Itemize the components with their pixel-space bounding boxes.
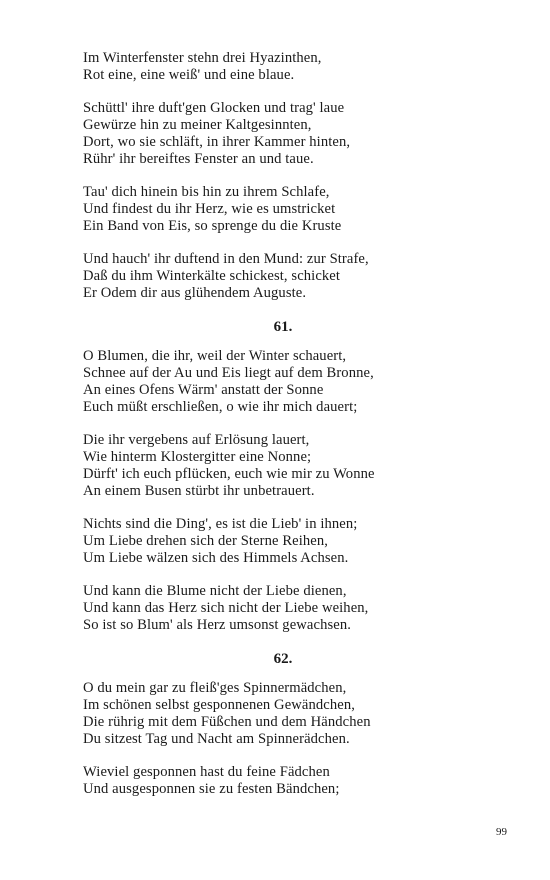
- verse-line: Dürft' ich euch pflücken, euch wie mir zu Wonne: [83, 466, 375, 482]
- verse-line: Du sitzest Tag und Nacht am Spinnerädchen.: [83, 731, 350, 747]
- verse-line: Die rührig mit dem Füßchen und dem Händchen: [83, 714, 371, 730]
- verse-line: Tau' dich hinein bis hin zu ihrem Schlafe,: [83, 184, 330, 200]
- stanza: [83, 251, 483, 302]
- stanza: [83, 764, 483, 798]
- poem-heading: 62.: [273, 651, 293, 667]
- verse-line: Gewürze hin zu meiner Kaltgesinnten,: [83, 117, 312, 133]
- verse-line: Schüttl' ihre duft'gen Glocken und trag' laue: [83, 100, 345, 116]
- verse-line: So ist so Blum' als Herz umsonst gewachsen.: [83, 617, 351, 633]
- stanza: [83, 348, 483, 416]
- verse-line: Und findest du ihr Herz, wie es umstricket: [83, 201, 336, 217]
- verse-line: Euch müßt erschließen, o wie ihr mich dauert;: [83, 399, 358, 415]
- stanza: [83, 583, 483, 634]
- verse-line: Er Odem dir aus glühendem Auguste.: [83, 285, 307, 301]
- verse-line: Um Liebe drehen sich der Sterne Reihen,: [83, 533, 329, 549]
- poem-heading: 61.: [273, 319, 293, 335]
- verse-line: O Blumen, die ihr, weil der Winter schauert,: [83, 348, 347, 364]
- stanza: [83, 100, 483, 168]
- stanza: [83, 680, 483, 748]
- verse-line: Rot eine, eine weiß' und eine blaue.: [83, 67, 295, 83]
- stanza: [83, 184, 483, 235]
- verse-line: O du mein gar zu fleiß'ges Spinnermädchen,: [83, 680, 347, 696]
- stanza: [83, 516, 483, 567]
- verse-line: An eines Ofens Wärm' anstatt der Sonne: [83, 382, 324, 398]
- stanza: [83, 432, 483, 500]
- verse-line: Und kann die Blume nicht der Liebe dienen,: [83, 583, 347, 599]
- verse-line: Daß du ihm Winterkälte schickest, schicket: [83, 268, 341, 284]
- page-content: [83, 50, 483, 814]
- verse-line: Und kann das Herz sich nicht der Liebe weihen,: [83, 600, 369, 616]
- verse-line: Um Liebe wälzen sich des Himmels Achsen.: [83, 550, 349, 566]
- verse-line: Wieviel gesponnen hast du feine Fädchen: [83, 764, 330, 780]
- verse-line: Im schönen selbst gesponnenen Gewändchen,: [83, 697, 355, 713]
- verse-line: Die ihr vergebens auf Erlösung lauert,: [83, 432, 310, 448]
- page-number: 99: [496, 826, 507, 838]
- verse-line: Schnee auf der Au und Eis liegt auf dem Bronne,: [83, 365, 374, 381]
- stanza: [83, 50, 483, 84]
- verse-line: Nichts sind die Ding', es ist die Lieb' in ihnen;: [83, 516, 358, 532]
- poem-61: [83, 318, 483, 634]
- verse-line: Wie hinterm Klostergitter eine Nonne;: [83, 449, 312, 465]
- verse-line: An einem Busen stürbt ihr unbetrauert.: [83, 483, 315, 499]
- verse-line: Rühr' ihr bereiftes Fenster an und taue.: [83, 151, 314, 167]
- poem-62: [83, 650, 483, 798]
- verse-line: Dort, wo sie schläft, in ihrer Kammer hinten,: [83, 134, 351, 150]
- verse-line: Und hauch' ihr duftend in den Mund: zur Strafe,: [83, 251, 369, 267]
- verse-line: Und ausgesponnen sie zu festen Bändchen;: [83, 781, 340, 797]
- poem-continuation: [83, 50, 483, 302]
- verse-line: Ein Band von Eis, so sprenge du die Kruste: [83, 218, 342, 234]
- verse-line: Im Winterfenster stehn drei Hyazinthen,: [83, 50, 322, 66]
